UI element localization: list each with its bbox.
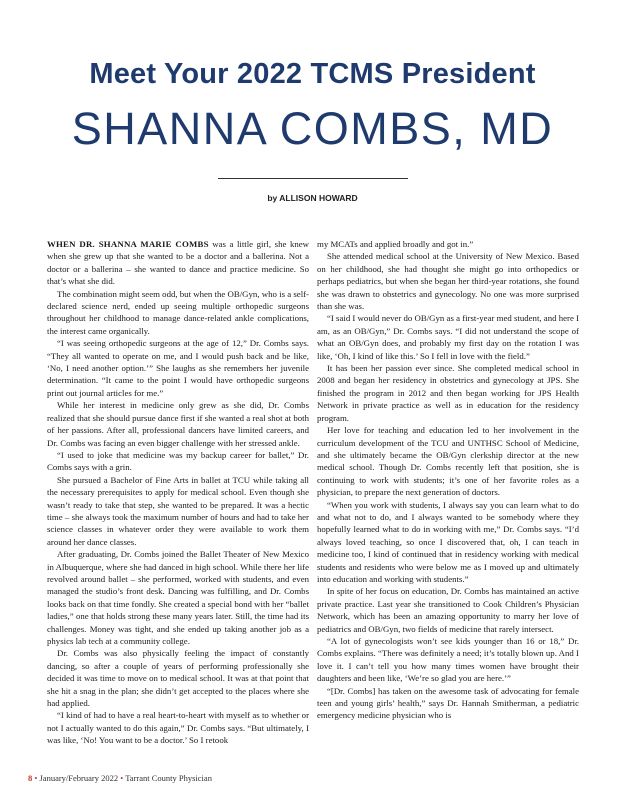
bullet-separator: •: [120, 773, 124, 783]
president-name: SHANNA COMBS, MD: [71, 103, 554, 154]
bullet-separator: •: [34, 773, 38, 783]
lead-in: WHEN DR. SHANNA MARIE COMBS: [47, 239, 209, 249]
paragraph: After graduating, Dr. Combs joined the Ballet Theater of New Mexico in Albuquerque, where she had danced in high school. While there her life revolved around ballet – she performed, worked with students, and even managed the studio’s front desk. Dancing was fulfilling, and Dr. Combs looks back on that time fondly. She created a special bond with her “ballet ladies,” one that holds strong these many years later. Still, the time had its challenges. Money was tight, and she ended up taking another job as a physics lab tech at a community college.: [47, 549, 309, 646]
paragraph: In spite of her focus on education, Dr. Combs has maintained an active private practice. Last year she transitioned to Cook Children’s Physician Network, which has been an amazing opportunity to marry her love of pediatrics and OB/Gyn, two fields of medicine that rarely intersect.: [317, 586, 579, 634]
paragraph: She pursued a Bachelor of Fine Arts in ballet at TCU while taking all the necessary prerequisites to apply for medical school. Even though she wasn’t ready to take that step, she wanted to be prepared. It was a hectic time – she always took the maximum number of hours and had to take her science classes in whatever order they were available to work them around her dance classes.: [47, 474, 309, 547]
right-column: [317, 238, 579, 722]
paragraph: While her interest in medicine only grew as she did, Dr. Combs realized that she should pursue dance first if she wanted a real shot at both of her passions. After all, professional dancers have limited careers, and Dr. Combs was facing an even bigger challenge with her stressed ankle.: [47, 400, 309, 448]
left-column: [47, 238, 309, 747]
paragraph: Dr. Combs was also physically feeling the impact of constantly dancing, so after a couple of years of performing professionally she decided it was time to move on to medical school. It was at that point that she hit a snag in the plan; she didn’t get accepted to the places where she had applied.: [47, 648, 309, 709]
title-divider: [218, 178, 408, 179]
paragraph: “A lot of gynecologists won’t see kids younger than 16 or 18,” Dr. Combs explains. “There was definitely a need; it’s totally blown up. And I love it. I can’t tell you how many times women have brought their daughters and been like, ‘We’re so glad you are here.’”: [317, 636, 579, 684]
paragraph: my MCATs and applied broadly and got in.”: [317, 239, 474, 249]
paragraph: “I was seeing orthopedic surgeons at the age of 12,” Dr. Combs says. “They all wanted to operate on me, and I would push back and be like, ‘No, I need another option.’” She laughs as she remembers her juvenile determination. “It came to the point I would have orthopedic surgeons print out journal articles for me.”: [47, 338, 309, 398]
paragraph: “I kind of had to have a real heart-to-heart with myself as to whether or not I actually wanted to do this again,” Dr. Combs says. “But ultimately, I was like, ‘No! You want to be a doctor.’ So I retook: [47, 710, 309, 746]
paragraph: “When you work with students, I always say you can learn what to do and what not to do, and I always wanted to be somebody where they hopefully learned what to do in working with me,” Dr. Combs says. “I’d always loved teaching, so once I discovered that, oh, I can teach in medicine too, I kind of continued that in residency working with medical students and residents who were below me as I moved up and ultimately into education and working with students.”: [317, 499, 579, 584]
paragraph: “I used to joke that medicine was my backup career for ballet,” Dr. Combs says with a grin.: [47, 449, 309, 473]
paragraph: The combination might seem odd, but when the OB/Gyn, who is a self-declared science nerd, ended up seeing multiple orthopedic surgeons throughout her childhood to manage dance-related ankle complications, the interest came organically.: [47, 288, 309, 336]
issue-date: January/February 2022: [39, 773, 119, 783]
paragraph: Her love for teaching and education led to her involvement in the curriculum development of the TCU and UNTHSC School of Medicine, and she ultimately became the OB/Gyn clerkship director at the new medical school. Though Dr. Combs recently left that position, she is continuing to work with students; it’s one of her favorite roles as a physician, to prepare the next generation of doctors.: [317, 425, 579, 498]
publication-name: Tarrant County Physician: [125, 773, 212, 783]
page-footer: [28, 773, 428, 783]
article-headline: Meet Your 2022 TCMS President: [89, 58, 536, 90]
paragraph: “[Dr. Combs] has taken on the awesome task of advocating for female teen and young girls’ health,” says Dr. Hannah Smitherman, a pediatric emergency medicine physician who is: [317, 685, 579, 721]
paragraph: It has been her passion ever since. She completed medical school in 2008 and began her residency in obstetrics and gynecology at JPS. She finished the program in 2012 and then began working for JPS Health Network in private practice as well as in education for the residency program.: [317, 363, 579, 423]
paragraph: WHEN DR. SHANNA MARIE COMBS was a little girl, she knew when she grew up that she wanted to be a doctor and a ballerina. Not a doctor or a ballerina – she wanted to dance and practice medicine. So that’s what she did.: [47, 239, 309, 287]
byline: by ALLISON HOWARD: [267, 193, 358, 203]
page-number: 8: [28, 773, 33, 783]
paragraph: “I said I would never do OB/Gyn as a first-year med student, and here I am, as an OB/Gyn,” Dr. Combs says. “I did not understand the scope of what an OB/Gyn does, and probably my first day on the rotation I was like, ‘Oh, I kind of like this.’ So I fell in love with the field.”: [317, 313, 579, 361]
paragraph: She attended medical school at the University of New Mexico. Based on her childhood, she had thought she might go into orthopedics or perhaps pediatrics, but when she began her third-year rotations, she found she was drawn to obstetrics and gynecology. No one was more surprised than she was.: [317, 251, 579, 312]
